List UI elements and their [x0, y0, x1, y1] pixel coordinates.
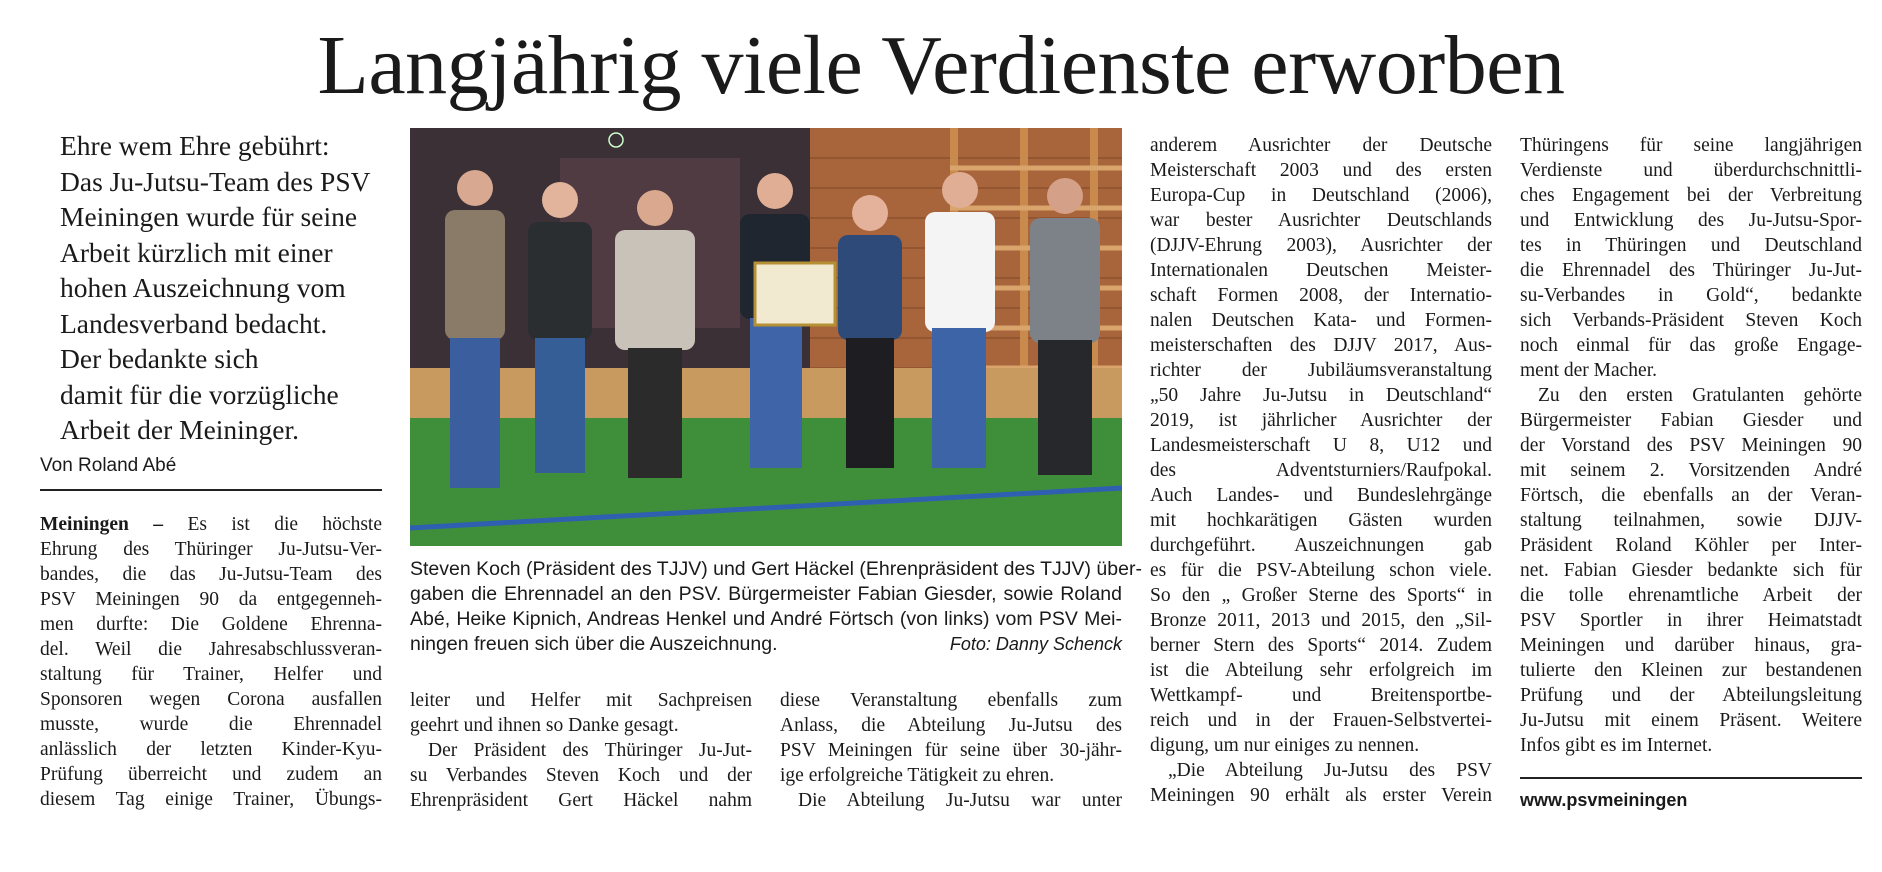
teaser-line: damit für die vorzügliche [60, 378, 339, 410]
article-line: der Vorstand des PSV Meiningen 90 [1520, 435, 1862, 456]
article-line: Förtsch, die ebenfalls an der Veran- [1520, 485, 1862, 506]
article-line: reich und in der Frauen-Selbstvertei- [1150, 710, 1492, 731]
article-line: staltung teilnahmen, sowie DJJV- [1520, 510, 1862, 531]
article-line: ches Engagement bei der Verbreitung [1520, 185, 1862, 206]
article-line: berner Stern des Sports“ 2014. Zudem [1150, 635, 1492, 656]
article-line: sich Verbands-Präsident Steven Koch [1520, 310, 1862, 331]
article-line: Meiningen und darüber hinaus, gra- [1520, 635, 1862, 656]
article-column-5 [1520, 133, 1862, 758]
article-line: Die Abteilung Ju-Jutsu war unter [798, 790, 1122, 811]
article-line: diese Veranstaltung ebenfalls zum [780, 690, 1122, 711]
caption-line: Abé, Heike Kipnich, Andreas Henkel und André Förtsch (von links) vom PSV Mei- [410, 608, 1122, 630]
article-line: PSV Meiningen 90 da entgegenneh- [40, 589, 382, 610]
article-line: ment der Macher. [1520, 360, 1657, 381]
article-line: Meisterschaft 2003 und des ersten [1150, 160, 1492, 181]
article-line: nalen Deutschen Kata- und Formen- [1150, 310, 1492, 331]
article-line: geehrt und ihnen so Danke gesagt. [410, 715, 679, 736]
teaser-line: Arbeit kürzlich mit einer [60, 236, 333, 268]
article-line: richter der Jubiläumsveranstaltung [1150, 360, 1492, 381]
article-line: Sponsoren wegen Corona ausfallen [40, 689, 382, 710]
dateline-city: Meiningen – [40, 514, 164, 535]
article-line [40, 512, 382, 537]
article-line: Verdienste und überdurchschnittli- [1520, 160, 1862, 181]
headline: Langjährig viele Verdienste erworben [317, 19, 1565, 112]
article-column-1 [40, 512, 382, 812]
article-line: Ehrenpräsident Gert Häckel nahm [410, 790, 752, 811]
article-line: durchgeführt. Auszeichnungen gab [1150, 535, 1492, 556]
article-line: schaft Formen 2008, der Internatio- [1150, 285, 1492, 306]
article-line: PSV Meiningen für seine über 30-jähr- [780, 740, 1122, 761]
article-line: war bester Ausrichter Deutschlands [1150, 210, 1492, 231]
teaser-line: Meiningen wurde für seine [60, 201, 358, 232]
article-line: Bürgermeister Fabian Giesder und [1520, 410, 1862, 431]
article-line: „Die Abteilung Ju-Jutsu des PSV [1168, 760, 1492, 781]
article-line: anderem Ausrichter der Deutsche [1150, 135, 1492, 156]
article-line: 2019, ist jährlicher Ausrichter der [1150, 410, 1492, 431]
article-column-2 [410, 688, 752, 813]
article-line: Bronze 2011, 2013 und 2015, den „Sil- [1150, 610, 1492, 631]
article-line: So den „ Großer Sterne des Sports“ in [1150, 585, 1492, 606]
article-line: die Ehrennadel des Thüringer Ju-Jut- [1520, 260, 1862, 281]
article-line: Internationalen Deutschen Meister- [1150, 260, 1492, 281]
article-line: musste, wurde die Ehrennadel [40, 714, 382, 735]
article-line: Der Präsident des Thüringer Ju-Jut- [428, 740, 752, 761]
article-line: diesem Tag einige Trainer, Übungs- [40, 789, 382, 810]
byline: Von Roland Abé [40, 455, 177, 476]
article-line: die tolle ehrenamtliche Arbeit der [1520, 585, 1862, 606]
photo-credit: Foto: Danny Schenck [949, 634, 1122, 654]
article-line: Anlass, die Abteilung Ju-Jutsu des [780, 715, 1122, 736]
article-line: tes in Thüringen und Deutschland [1520, 235, 1862, 256]
article-line: Zu den ersten Gratulanten gehörte [1538, 385, 1862, 406]
article-line: Auch Landes- und Bundeslehrgänge [1150, 485, 1492, 506]
column-divider [1520, 777, 1862, 779]
article-line: des Adventsturniers/Raufpokal. [1150, 460, 1492, 481]
article-line: noch einmal für das große Engage- [1520, 335, 1862, 356]
article-line: staltung für Trainer, Helfer und [40, 664, 382, 685]
article-line: PSV Sportler in ihrer Heimatstadt [1520, 610, 1862, 631]
website-link[interactable]: www.psvmeiningen [1520, 790, 1688, 810]
article-line: leiter und Helfer mit Sachpreisen [410, 690, 752, 711]
article-line: mit hochkarätigen Gästen wurden [1150, 510, 1492, 531]
article-text: Es ist die höchste [187, 514, 382, 535]
article-column-4 [1150, 133, 1492, 808]
photo-caption [410, 557, 1142, 657]
caption-line: Steven Koch (Präsident des TJJV) und Gert Häckel (Ehrenpräsident des TJJV) über- [410, 558, 1142, 580]
article-line: Ju-Jutsu mit einem Präsent. Weitere [1520, 710, 1862, 731]
article-line: mit seinem 2. Vorsitzenden André [1520, 460, 1862, 481]
article-line: (DJJV-Ehrung 2003), Ausrichter der [1150, 235, 1492, 256]
caption-line [410, 632, 1122, 657]
teaser [60, 128, 390, 448]
article-line: net. Fabian Giesder bedankte sich für [1520, 560, 1862, 581]
article-line: es für die PSV-Abteilung schon viele. [1150, 560, 1492, 581]
teaser-line: Landesverband bedacht. [60, 307, 328, 339]
teaser-line: hohen Auszeichnung vom [60, 272, 346, 303]
teaser-line: Der bedankte sich [60, 343, 259, 374]
article-line: Präsident Roland Köhler per Inter- [1520, 535, 1862, 556]
article-line: del. Weil die Jahresabschlussveran- [40, 639, 382, 660]
article-line: tulierte den Kleinen zur bestandenen [1520, 660, 1862, 681]
article-line: anlässlich der letzten Kinder-Kyu- [40, 739, 382, 760]
teaser-line: Ehre wem Ehre gebührt: [60, 130, 330, 161]
article-line: Europa-Cup in Deutschland (2006), [1150, 185, 1492, 206]
article-line: su-Verbandes in Gold“, bedankte [1520, 285, 1862, 306]
article-line: ige erfolgreiche Tätigkeit zu ehren. [780, 765, 1055, 786]
byline-divider [40, 489, 382, 491]
article-line: Thüringens für seine langjährigen [1520, 135, 1862, 156]
article-column-3 [780, 688, 1122, 813]
article-line: Landesmeisterschaft U 8, U12 und [1150, 435, 1492, 456]
article-line: bandes, die das Ju-Jutsu-Team des [40, 564, 382, 585]
teaser-line: Arbeit der Meininger. [60, 414, 300, 445]
article-line: meisterschaften des DJJV 2017, Aus- [1150, 335, 1492, 356]
caption-line: gaben die Ehrennadel an den PSV. Bürgermeister Fabian Giesder, sowie Roland [410, 583, 1122, 605]
article-line: Wettkampf- und Breitensportbe- [1150, 685, 1492, 706]
caption-text: ningen freuen sich über die Auszeichnung. [410, 633, 778, 655]
article-line: su Verbandes Steven Koch und der [410, 765, 752, 786]
teaser-line: Das Ju-Jutsu-Team des PSV [60, 165, 371, 197]
article-line: Infos gibt es im Internet. [1520, 735, 1713, 756]
article-line: Meiningen 90 erhält als erster Verein [1150, 785, 1492, 806]
article-line: Prüfung und der Abteilungsleitung [1520, 685, 1862, 706]
article-line: und Entwicklung des Ju-Jutsu-Spor- [1520, 210, 1862, 231]
article-line: ist die Abteilung sehr erfolgreich im [1150, 660, 1492, 681]
article-line: Ehrung des Thüringer Ju-Jutsu-Ver- [40, 539, 382, 560]
article-line: „50 Jahre Ju-Jutsu in Deutschland“ [1150, 385, 1492, 406]
article-line: men durfte: Die Goldene Ehrenna- [40, 614, 382, 635]
article-photo [410, 128, 1122, 546]
article-line: digung, um nur einiges zu nennen. [1150, 735, 1420, 756]
article-line: Prüfung überreicht und zudem an [40, 764, 382, 785]
